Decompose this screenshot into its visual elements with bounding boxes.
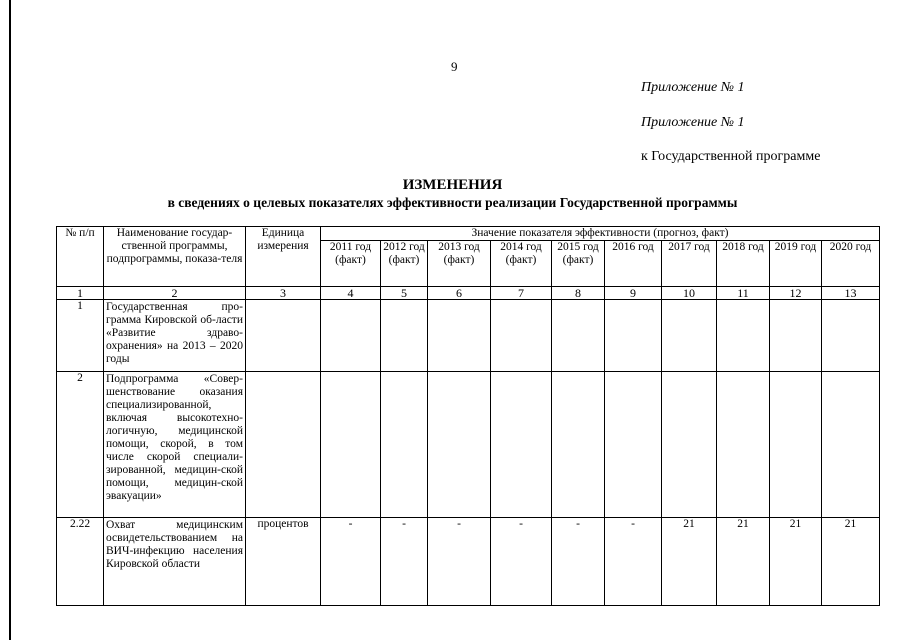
row-num: 1 <box>57 300 104 372</box>
header-year: 2020 год <box>822 241 880 287</box>
row-value <box>491 300 552 372</box>
row-name: Охват медицинским освидетельствованием на ВИЧ-инфекцию населения Кировской области <box>104 518 246 606</box>
header-values-group: Значение показателя эффективности (прогноз, факт) <box>321 227 880 241</box>
header-unit: Единица измерения <box>246 227 321 287</box>
row-value <box>428 372 491 518</box>
header-year: 2019 год <box>770 241 822 287</box>
column-number: 2 <box>104 287 246 300</box>
table-row <box>57 300 880 372</box>
appendix-line-2: Приложение № 1 <box>641 115 745 130</box>
row-num: 2 <box>57 372 104 518</box>
column-number: 7 <box>491 287 552 300</box>
column-number: 3 <box>246 287 321 300</box>
row-value: - <box>428 518 491 606</box>
header-year: 2018 год <box>717 241 770 287</box>
row-value: 21 <box>770 518 822 606</box>
header-year: 2016 год <box>605 241 662 287</box>
row-num: 2.22 <box>57 518 104 606</box>
row-value <box>717 300 770 372</box>
column-number: 11 <box>717 287 770 300</box>
row-value: 21 <box>822 518 880 606</box>
row-value <box>381 372 428 518</box>
appendix-line-3: к Государственной программе <box>641 149 821 164</box>
row-value: - <box>321 518 381 606</box>
table-row <box>57 518 880 606</box>
row-value <box>662 300 717 372</box>
column-number: 1 <box>57 287 104 300</box>
column-number: 5 <box>381 287 428 300</box>
indicators-table <box>56 226 880 606</box>
row-value <box>321 300 381 372</box>
document-subtitle: в сведениях о целевых показателях эффективности реализации Государственной программы <box>167 195 738 210</box>
row-value: 21 <box>717 518 770 606</box>
header-num: № п/п <box>57 227 104 287</box>
header-year: 2014 год (факт) <box>491 241 552 287</box>
row-value: - <box>491 518 552 606</box>
row-value <box>662 372 717 518</box>
row-name: Подпрограмма «Совер-шенствование оказания специализированной, включая высокотехно-логичную, медицинской помощи, скорой, в том числе скорой специали-зированной, медицин-ской помощи, медицин-ской эвакуации» <box>104 372 246 518</box>
row-value <box>491 372 552 518</box>
column-number: 12 <box>770 287 822 300</box>
row-value <box>822 300 880 372</box>
column-number: 10 <box>662 287 717 300</box>
row-value <box>605 300 662 372</box>
column-number: 8 <box>552 287 605 300</box>
column-number: 6 <box>428 287 491 300</box>
column-number: 13 <box>822 287 880 300</box>
header-year: 2011 год (факт) <box>321 241 381 287</box>
header-year: 2012 год (факт) <box>381 241 428 287</box>
row-value <box>822 372 880 518</box>
column-number: 4 <box>321 287 381 300</box>
row-value <box>717 372 770 518</box>
row-value <box>605 372 662 518</box>
row-value <box>428 300 491 372</box>
row-value: - <box>605 518 662 606</box>
document-title: ИЗМЕНЕНИЯ <box>402 177 503 193</box>
row-value <box>321 372 381 518</box>
row-unit: процентов <box>246 518 321 606</box>
table-row <box>57 372 880 518</box>
row-value <box>552 300 605 372</box>
row-unit <box>246 372 321 518</box>
row-value <box>770 372 822 518</box>
header-year: 2017 год <box>662 241 717 287</box>
left-page-border <box>9 0 11 640</box>
row-value: - <box>381 518 428 606</box>
header-name: Наименование государ-ственной программы, подпрограммы, показа-теля <box>104 227 246 287</box>
row-value <box>552 372 605 518</box>
row-value <box>381 300 428 372</box>
header-year: 2013 год (факт) <box>428 241 491 287</box>
row-name: Государственная про-грамма Кировской об-ласти «Развитие здраво-охранения» на 2013 – 2020 годы <box>104 300 246 372</box>
row-value: 21 <box>662 518 717 606</box>
row-unit <box>246 300 321 372</box>
column-number: 9 <box>605 287 662 300</box>
row-value: - <box>552 518 605 606</box>
header-year: 2015 год (факт) <box>552 241 605 287</box>
page-number: 9 <box>451 59 458 74</box>
row-value <box>770 300 822 372</box>
appendix-line-1: Приложение № 1 <box>641 80 745 95</box>
